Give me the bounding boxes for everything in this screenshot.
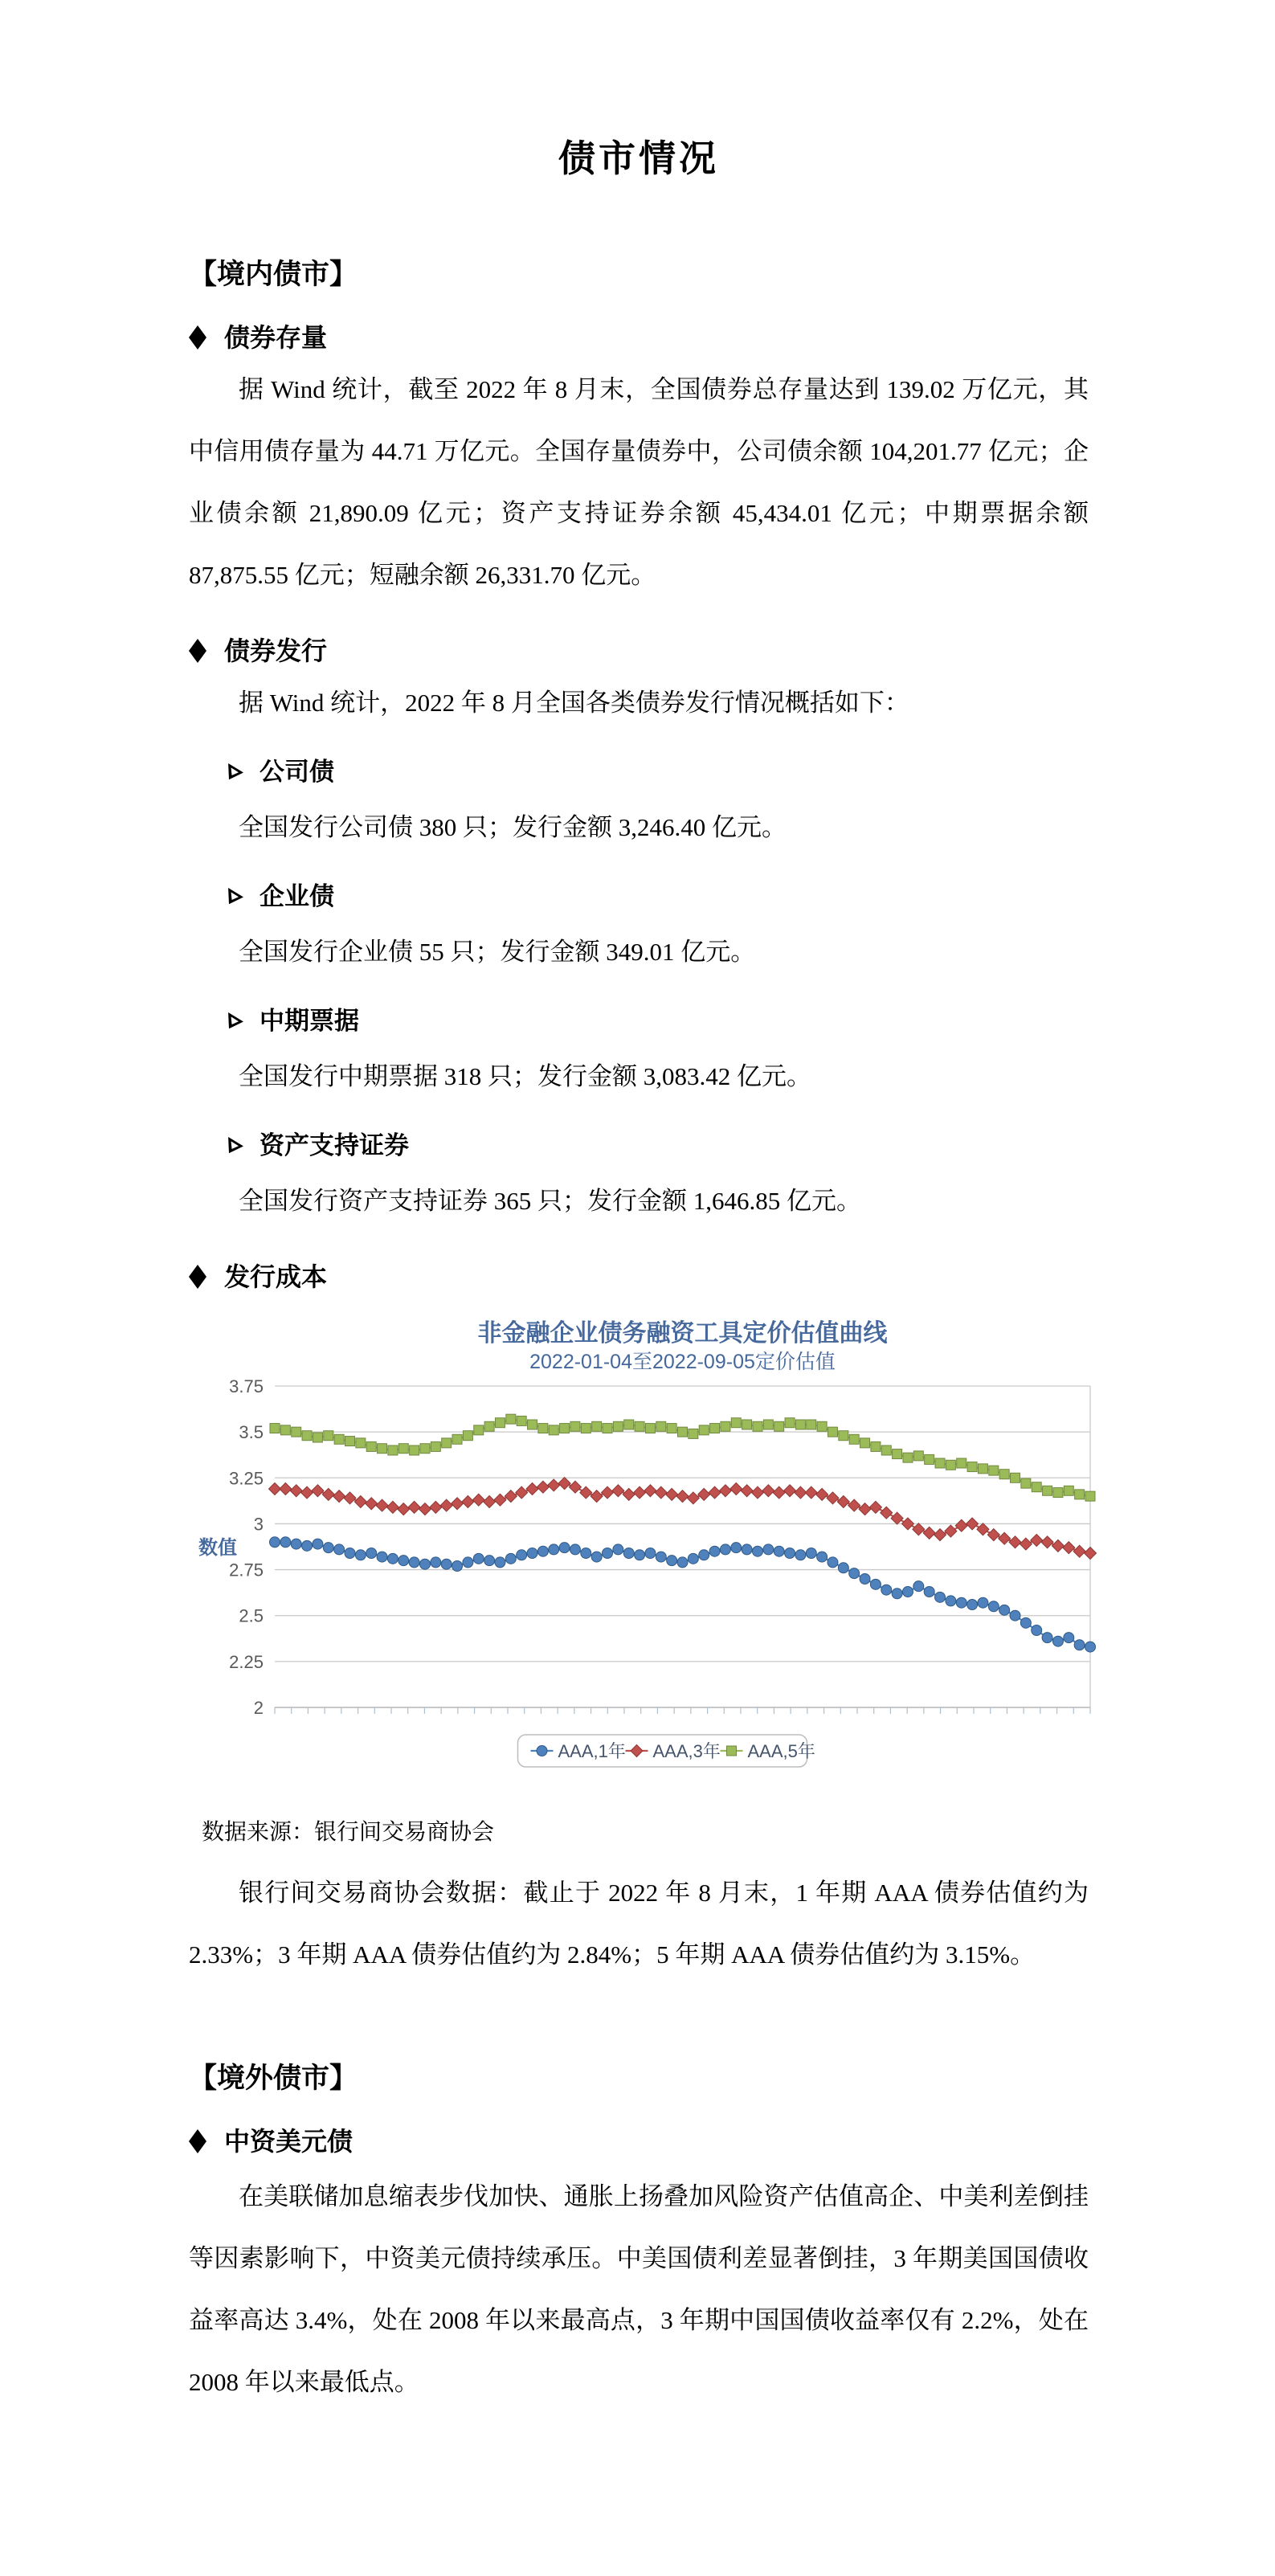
svg-text:非金融企业债务融资工具定价估值曲线: 非金融企业债务融资工具定价估值曲线 [477,1320,888,1347]
svg-text:2.25: 2.25 [229,1651,264,1672]
usd-bond-paragraph: 在美联储加息缩表步伐加快、通胀上扬叠加风险资产估值高企、中美利差倒挂等因素影响下，中资美元债持续承压。中美国债利差显著倒挂，3 年期美国国债收益率高达 3.4%，处在 2008 年以来最高点，3 年期中国国债收益率仅有 2.2%，处在 2008 年以来最低点。 [189,2182,1095,2396]
diamond-bullet-icon [189,1265,206,1289]
issuance-item-abs [226,1128,1089,1163]
arrow-bullet-icon [226,1011,245,1032]
subsection-heading-label: 债券发行 [224,636,328,665]
issuance-item-label: 中期票据 [259,1007,359,1035]
diamond-bullet-icon [189,325,206,350]
svg-text:2.5: 2.5 [239,1605,264,1626]
pricing-valuation-chart [190,1306,1089,1788]
svg-text:2022-01-04至2022-09-05定价估值: 2022-01-04至2022-09-05定价估值 [529,1351,836,1373]
issuance-item-detail: 全国发行资产支持证券 365 只；发行金额 1,646.85 亿元。 [239,1187,861,1215]
issuance-item-label: 企业债 [259,882,334,910]
svg-text:3.5: 3.5 [239,1422,264,1443]
issuance-item-label: 公司债 [259,758,334,786]
subsection-heading-issuance-cost [189,1259,1089,1294]
issuance-intro-paragraph: 据 Wind 统计，2022 年 8 月全国各类债券发行情况概括如下： [239,689,909,717]
arrow-bullet-icon [226,886,245,907]
page-title: 债市情况 [558,138,719,179]
issuance-item-mtn [226,1004,1089,1039]
arrow-bullet-icon [226,1135,245,1156]
svg-text:AAA,1年: AAA,1年 [558,1741,626,1761]
subsection-heading-label: 中资美元债 [224,2127,353,2156]
subsection-heading-label: 债券存量 [224,323,328,352]
subsection-heading-bond-issuance [189,633,1089,669]
subsection-heading-bond-stock [189,320,1089,355]
subsection-heading-label: 发行成本 [224,1262,328,1291]
svg-text:2: 2 [253,1698,264,1718]
svg-text:AAA,3年: AAA,3年 [652,1741,721,1761]
diamond-bullet-icon [189,639,206,663]
bond-stock-paragraph: 据 Wind 统计，截至 2022 年 8 月末，全国债券总存量达到 139.02 万亿元，其中信用债存量为 44.71 万亿元。全国存量债券中，公司债余额 104,201.77 亿元；企业债余额 21,890.09 亿元；资产支持证券余额 45,434.01 亿元；中期票据余额 87,875.55 亿元；短融余额 26,331.70 亿元。 [189,375,1095,589]
issuance-item-detail: 全国发行企业债 55 只；发行金额 349.01 亿元。 [239,938,756,966]
svg-text:数值: 数值 [198,1537,237,1560]
issuance-item-detail: 全国发行公司债 380 只；发行金额 3,246.40 亿元。 [239,813,787,841]
line-chart-canvas [190,1306,1106,1788]
data-source-note: 数据来源：银行间交易商协会 [202,1820,495,1845]
issuance-item-corporate-bond [226,754,1089,790]
issuance-item-label: 资产支持证券 [259,1131,409,1159]
issuance-item-detail: 全国发行中期票据 318 只；发行金额 3,083.42 亿元。 [239,1062,811,1090]
subsection-heading-usd-bond [189,2124,1089,2159]
svg-text:3.25: 3.25 [229,1468,264,1489]
section-heading-domestic: 【境内债市】 [189,259,358,290]
section-heading-offshore: 【境外债市】 [189,2063,358,2094]
issuance-item-enterprise-bond [226,879,1089,914]
svg-text:2.75: 2.75 [229,1560,264,1580]
arrow-bullet-icon [226,762,245,783]
svg-text:3.75: 3.75 [229,1376,264,1396]
cost-summary-paragraph: 银行间交易商协会数据：截止于 2022 年 8 月末，1 年期 AAA 债券估值约为 2.33%；3 年期 AAA 债券估值约为 2.84%；5 年期 AAA 债券估值约为 3.15%。 [189,1879,1095,1969]
diamond-bullet-icon [189,2129,206,2153]
svg-text:AAA,5年: AAA,5年 [747,1741,815,1761]
svg-text:3: 3 [253,1514,264,1535]
